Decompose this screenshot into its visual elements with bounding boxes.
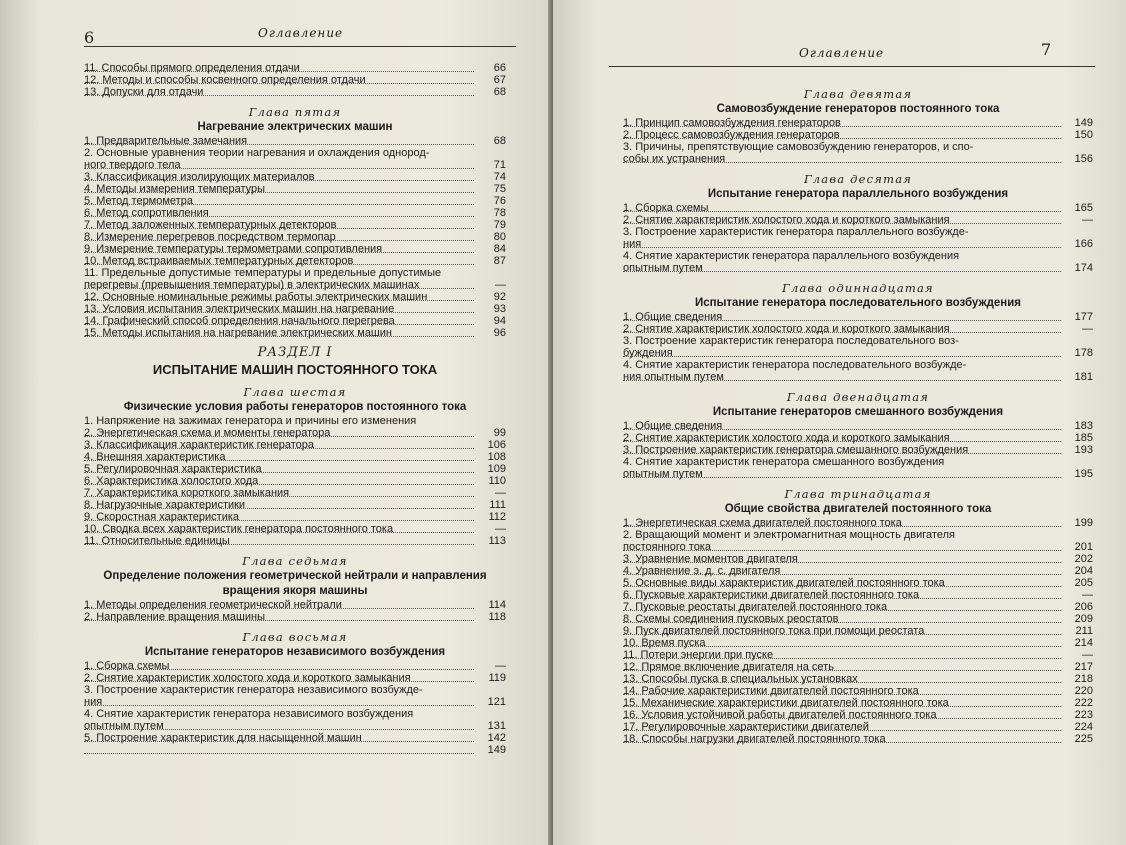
toc-entry-title: 10. Сводка всех характеристик генератора постоянного тока [84,523,394,535]
chapter-heading: Глава седьмая [242,554,348,568]
toc-page-number: 68 [493,135,506,147]
toc-entry [623,697,1093,709]
toc-entry [623,577,1093,589]
toc-entry-title: 13. Условия испытания электрических машин на нагревание [84,303,395,315]
toc-entry-title: 2. Энергетическая схема и моменты генератора [84,427,331,439]
toc-page-number: 217 [1074,661,1093,673]
toc-entry-title: 5. Метод термометра [84,195,193,207]
toc-page-number: — [1082,323,1093,335]
toc-entry-title: опытным путем [623,262,703,274]
toc-page-number: 195 [1074,468,1093,480]
toc-page-number: — [495,487,506,499]
toc-entry-title: 11. Потери энергии при пуске [623,649,774,661]
toc-entry-title: ния опытным путем [623,371,724,383]
leader-dots [84,705,474,706]
toc-entry [623,141,1093,153]
toc-page-number: — [495,279,506,291]
toc-entry-title: 2. Снятие характеристик холостого хода и короткого замыкания [84,672,411,684]
toc-entry-title: 13. Допуски для отдачи [84,86,204,98]
toc-entry-title: 2. Снятие характеристик холостого хода и короткого замыкания [623,323,950,335]
toc-entry-title: 12. Методы и способы косвенного определения отдачи [84,74,366,86]
toc-page-number: — [1082,589,1093,601]
toc-entry [84,231,506,243]
toc-entry [623,673,1093,685]
toc-entry-title: 2. Вращающий момент и электромагнитная мощность двигателя [623,529,955,541]
toc-entry-title: 18. Способы нагрузки двигателей постоянного тока [623,733,886,745]
toc-entry-title: ния [84,696,103,708]
toc-entry-title: 5. Основные виды характеристик двигателей постоянного тока [623,577,945,589]
header-rule [609,66,1095,67]
toc-entry [623,432,1093,444]
toc-entry [84,159,506,171]
toc-page-number: 87 [493,255,506,267]
toc-entry-title: 4. Снятие характеристик генератора последовательного возбужде- [623,359,967,371]
toc-entry [623,649,1093,661]
toc-entry-title: 1. Сборка схемы [623,202,709,214]
section-title: ИСПЫТАНИЕ МАШИН ПОСТОЯННОГО ТОКА [152,362,438,377]
toc-page-number: 209 [1074,613,1093,625]
toc-page-number: 94 [493,315,506,327]
toc-entry [84,744,506,756]
toc-page-number: 220 [1074,685,1093,697]
toc-page-number: 205 [1074,577,1093,589]
toc-entry [623,709,1093,721]
toc-entry [84,303,506,315]
toc-entry-title: опытным путем [623,468,703,480]
toc-entry [623,637,1093,649]
toc-entry [84,219,506,231]
section-heading: РАЗДЕЛ I [257,345,333,360]
toc-entry-title: 8. Схемы соединения пусковых реостатов [623,613,839,625]
toc-entry [84,463,506,475]
chapter-heading: Глава девятая [803,87,913,101]
toc-entry-title: 1. Напряжение на зажимах генератора и причины его изменения [84,415,417,427]
toc-page-number: 149 [1074,117,1093,129]
toc-entry-title: 17. Регулировочные характеристики двигателей [623,721,869,733]
toc-page-number: — [1082,649,1093,661]
toc-entry [623,238,1093,250]
toc-entry [84,684,506,696]
chapter-heading: Глава восьмая [242,630,348,644]
toc-entry [623,420,1093,432]
toc-entry-title: перегревы (превышения температуры) в электрических машинах [84,279,420,291]
toc-entry [84,291,506,303]
toc-page-number: 174 [1074,262,1093,274]
toc-entry-title: 10. Метод встраиваемых температурных детекторов [84,255,354,267]
toc-page-number: 201 [1074,541,1093,553]
toc-entry [623,214,1093,226]
chapter-heading: Глава пятая [248,105,342,119]
chapter-title: Испытание генератора последовательного возбуждения [694,297,1022,309]
toc-entry-title: 7. Характеристика короткого замыкания [84,487,290,499]
toc-page-number: 165 [1074,202,1093,214]
toc-page-number: 93 [493,303,506,315]
toc-page-number: 68 [493,86,506,98]
toc-page-number: 78 [493,207,506,219]
toc-entry-title: 9. Скоростная характеристика [84,511,240,523]
toc-page-number: 131 [487,720,506,732]
toc-entry [623,226,1093,238]
toc-page-number: 142 [487,732,506,744]
toc-entry [623,685,1093,697]
toc-entry [623,347,1093,359]
toc-entry-title: 3. Построение характеристик генератора смешанного возбуждения [623,444,969,456]
toc-page-number: 211 [1075,625,1093,637]
toc-entry [623,371,1093,383]
toc-entry [84,720,506,732]
toc-entry-title: 14. Рабочие характеристики двигателей постоянного тока [623,685,919,697]
toc-entry [623,601,1093,613]
toc-entry-title: 6. Пусковые характеристики двигателей постоянного тока [623,589,920,601]
toc-entry [84,535,506,547]
toc-page-number: 214 [1074,637,1093,649]
toc-entry-title: 14. Графический способ определения начального перегрева [84,315,395,327]
chapter-heading: Глава двенадцатая [786,390,930,404]
chapter-title: Определение положения геометрической нейтрали и направления [103,570,487,582]
toc-entry [84,696,506,708]
toc-entry-title: 1. Общие сведения [623,420,723,432]
toc-entry-title: 11. Способы прямого определения отдачи [84,62,300,74]
toc-entry-title: 6. Характеристика холостого хода [84,475,259,487]
toc-page-number: 222 [1074,697,1093,709]
chapter-title: Физические условия работы генераторов постоянного тока [123,401,467,413]
chapter-heading: Глава тринадцатая [784,487,932,501]
toc-entry-title: постоянного тока [623,541,711,553]
toc-entry-title: буждения [623,347,673,359]
toc-page-number: — [495,523,506,535]
toc-entry-title: 12. Прямое включение двигателя на сеть [623,661,834,673]
toc-page-number: 224 [1074,721,1093,733]
toc-entry-title: 3. Причины, препятствующие самовозбуждению генераторов, и спо- [623,141,974,153]
toc-entry [84,183,506,195]
leader-dots [623,247,1061,248]
toc-entry-title: 3. Построение характеристик генератора параллельного возбужде- [623,226,969,238]
toc-entry [623,323,1093,335]
toc-page-number: 206 [1074,601,1093,613]
toc-entry-title: 8. Нагрузочные характеристики [84,499,246,511]
toc-page-number: 67 [493,74,506,86]
toc-entry-title: 15. Механические характеристики двигателей постоянного тока [623,697,949,709]
leader-dots [623,356,1061,357]
toc-entry [84,135,506,147]
toc-page-number: 177 [1074,311,1093,323]
toc-entry-title: 12. Основные номинальные режимы работы электрических машин [84,291,428,303]
toc-page-number: 193 [1074,444,1093,456]
toc-page-number: 185 [1074,432,1093,444]
toc-entry [84,327,506,339]
toc-entry [623,468,1093,480]
toc-page-number: 112 [488,511,506,523]
toc-entry [623,565,1093,577]
toc-entry [623,359,1093,371]
chapter-title: Испытание генератора параллельного возбуждения [707,188,1009,200]
toc-entry [84,207,506,219]
toc-entry-title: 4. Снятие характеристик генератора параллельного возбуждения [623,250,960,262]
toc-entry-title: 4. Уравнение э. д. с. двигателя [623,565,781,577]
toc-entry [84,599,506,611]
toc-entry [623,153,1093,165]
toc-page-number: 181 [1074,371,1093,383]
toc-entry-title: 4. Внешняя характеристика [84,451,226,463]
toc-entry [84,708,506,720]
chapter-heading: Глава шестая [243,385,347,399]
toc-entry-title: 7. Метод заложенных температурных детекторов [84,219,337,231]
toc-entry-title: 16. Условия устойчивой работы двигателей постоянного тока [623,709,937,721]
toc-entry [84,511,506,523]
leader-dots [84,753,474,754]
page-number: 6 [84,28,95,47]
toc-page-number: 113 [488,535,506,547]
toc-entry [623,589,1093,601]
toc-page-number: — [495,660,506,672]
toc-column [84,62,506,756]
running-head: Оглавление [799,46,885,60]
toc-entry-title: 1. Сборка схемы [84,660,170,672]
toc-entry-title: 4. Снятие характеристик генератора независимого возбуждения [84,708,414,720]
toc-page-number: 166 [1074,238,1093,250]
toc-page-number: 178 [1074,347,1093,359]
toc-entry [623,250,1093,262]
toc-entry [84,439,506,451]
header-rule [84,46,516,47]
toc-entry [623,529,1093,541]
toc-page-number: 183 [1074,420,1093,432]
toc-entry-title: 4. Снятие характеристик генератора смешанного возбуждения [623,456,945,468]
toc-entry [84,487,506,499]
toc-page-number: 92 [493,291,506,303]
toc-entry [623,661,1093,673]
toc-entry [623,721,1093,733]
toc-entry-title: 9. Пуск двигателей постоянного тока при помощи реостата [623,625,925,637]
toc-entry [84,255,506,267]
toc-entry [623,444,1093,456]
toc-page-number: 109 [487,463,506,475]
toc-entry-title: 3. Классификация изолирующих материалов [84,171,315,183]
toc-entry [84,499,506,511]
toc-entry [84,315,506,327]
running-head: Оглавление [258,26,344,40]
toc-entry [84,451,506,463]
toc-page-number: 118 [488,611,506,623]
toc-entry [84,732,506,744]
toc-entry-title: 5. Построение характеристик для насыщенной машин [84,732,362,744]
toc-entry [84,62,506,74]
left-page [0,0,553,845]
toc-entry [623,517,1093,529]
toc-entry-title: 2. Основные уравнения теории нагревания и охлаждения однород- [84,147,430,159]
toc-page-number: 75 [493,183,506,195]
toc-page-number: 199 [1074,517,1093,529]
chapter-title: Нагревание электрических машин [197,121,393,133]
toc-entry-title: ния [623,238,642,250]
chapter-title: Самовозбуждение генераторов постоянного тока [716,103,1000,115]
toc-entry [84,279,506,291]
toc-entry-title: 1. Энергетическая схема двигателей постоянного тока [623,517,902,529]
toc-page-number: 111 [489,499,506,511]
toc-entry-title: 6. Метод сопротивления [84,207,209,219]
toc-page-number: 76 [493,195,506,207]
toc-entry [84,660,506,672]
toc-page-number: 156 [1074,153,1093,165]
toc-page-number: 218 [1074,673,1093,685]
toc-entry-title: 11. Относительные единицы [84,535,230,547]
chapter-heading: Глава одиннадцатая [782,281,934,295]
toc-entry-title: 7. Пусковые реостаты двигателей постоянного тока [623,601,888,613]
toc-entry [623,553,1093,565]
toc-entry-title: 1. Методы определения геометрической нейтрали [84,599,342,611]
toc-entry-title: 9. Измерение температуры термометрами сопротивления [84,243,383,255]
toc-entry-title: 3. Построение характеристик генератора независимого возбужде- [84,684,423,696]
toc-page-number: 84 [493,243,506,255]
toc-entry [84,475,506,487]
toc-entry [623,613,1093,625]
toc-page-number: 225 [1074,733,1093,745]
chapter-title: Испытание генераторов независимого возбуждения [144,646,446,658]
toc-page-number: 223 [1074,709,1093,721]
toc-entry-title: 4. Методы измерения температуры [84,183,266,195]
chapter-title: Испытание генераторов смешанного возбуждения [712,406,1004,418]
toc-entry-title: 3. Уравнение моментов двигателя [623,553,798,565]
toc-entry-title: 15. Методы испытания на нагревание электрических машин [84,327,392,339]
toc-page-number: 99 [493,427,506,439]
toc-entry [623,733,1093,745]
toc-page-number: 150 [1074,129,1093,141]
toc-entry [623,129,1093,141]
toc-entry [623,262,1093,274]
toc-entry-title: 2. Направление вращения машины [84,611,265,623]
toc-entry [84,147,506,159]
toc-entry-title: собы их устранения [623,153,726,165]
toc-entry [623,117,1093,129]
toc-page-number: — [1082,214,1093,226]
toc-page-number: 149 [487,744,506,756]
toc-entry [623,335,1093,347]
chapter-heading: Глава десятая [803,172,913,186]
chapter-title: вращения якоря машины [222,585,368,597]
toc-entry-title: 2. Снятие характеристик холостого хода и короткого замыкания [623,214,950,226]
toc-entry [623,311,1093,323]
toc-page-number: 96 [493,327,506,339]
toc-entry-title: 10. Время пуска [623,637,706,649]
toc-entry-title: 2. Процесс самовозбуждения генераторов [623,129,840,141]
toc-entry [84,611,506,623]
toc-page-number: 121 [487,696,506,708]
toc-entry-title: 5. Регулировочная характеристика [84,463,262,475]
toc-page-number: 119 [488,672,506,684]
toc-entry-title: 11. Предельные допустимые температуры и предельные допустимые [84,267,442,279]
toc-entry-title: 3. Построение характеристик генератора последовательного воз- [623,335,959,347]
toc-entry [84,267,506,279]
toc-entry [84,243,506,255]
toc-page-number: 114 [488,599,506,611]
toc-page-number: 108 [487,451,506,463]
toc-entry [84,427,506,439]
toc-page-number: 74 [493,171,506,183]
toc-entry [84,171,506,183]
toc-page-number: 202 [1074,553,1093,565]
toc-page-number: 79 [493,219,506,231]
toc-entry-title: 3. Классификация характеристик генератора [84,439,314,451]
toc-entry-title: 13. Способы пуска в специальных установках [623,673,858,685]
toc-page-number: 110 [488,475,506,487]
toc-entry [84,672,506,684]
toc-page-number: 80 [493,231,506,243]
toc-entry [84,195,506,207]
toc-page-number: 71 [493,159,506,171]
toc-page-number: 66 [493,62,506,74]
toc-entry-title: ного твердого тела [84,159,181,171]
toc-page-number: 204 [1074,565,1093,577]
toc-entry [623,202,1093,214]
toc-entry-title: 1. Принцип самовозбуждения генераторов [623,117,841,129]
toc-entry [84,86,506,98]
chapter-title: Общие свойства двигателей постоянного тока [724,503,992,515]
toc-entry [84,74,506,86]
toc-entry [623,625,1093,637]
toc-entry [84,523,506,535]
toc-column [623,80,1093,745]
toc-entry [623,456,1093,468]
right-page [553,0,1126,845]
toc-entry-title: опытным путем [84,720,164,732]
toc-entry-title: 1. Предварительные замечания [84,135,248,147]
page-number: 7 [1041,40,1052,59]
toc-entry-title: 8. Измерение перегревов посредством термопар [84,231,336,243]
toc-entry-title: 2. Снятие характеристик холостого хода и короткого замыкания [623,432,950,444]
toc-page-number: 106 [487,439,506,451]
toc-entry-title: 1. Общие сведения [623,311,723,323]
toc-entry [84,415,506,427]
toc-entry [623,541,1093,553]
